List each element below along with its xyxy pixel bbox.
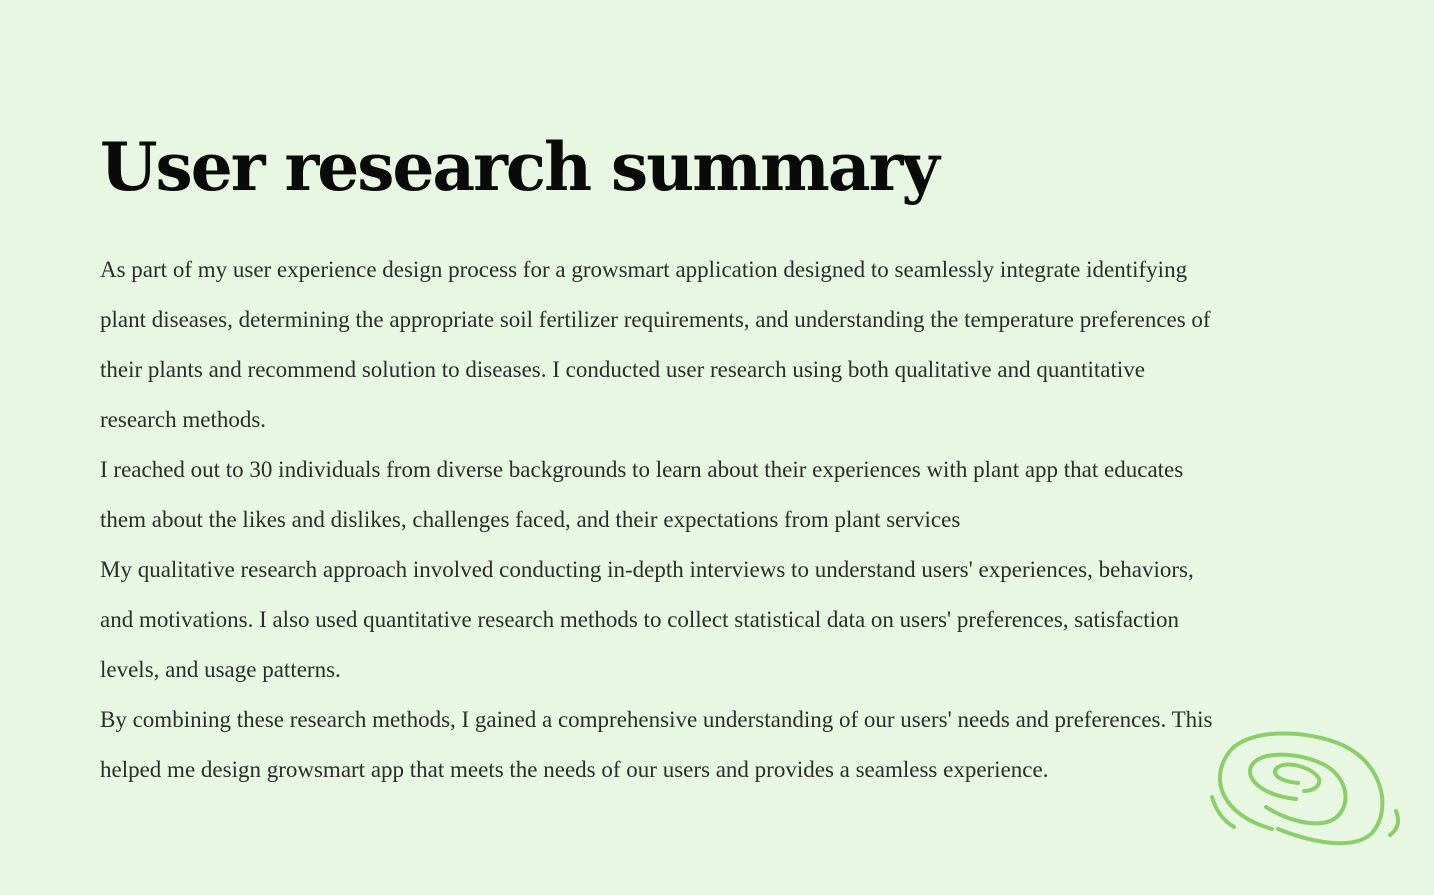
paragraph-conclusion: By combining these research methods, I gained a comprehensive understanding of our users' needs and preferences. This helped me design growsmart app that meets the needs of our users and provides a seamless experience. — [100, 707, 1213, 782]
paragraph-outreach: I reached out to 30 individuals from diverse backgrounds to learn about their experiences with plant app that educates them about the likes and dislikes, challenges faced, and their expectations from plant services — [100, 457, 1184, 532]
swirl-decoration-icon — [1200, 725, 1410, 855]
summary-body — [100, 245, 1220, 795]
paragraph-intro: As part of my user experience design process for a growsmart application designed to seamlessly integrate identifying plant diseases, determining the appropriate soil fertilizer requirements, and understanding the temperature preferences of their plants and recommend solution to diseases. I conducted user research using both qualitative and quantitative research methods. — [100, 257, 1211, 432]
page-title: User research summary — [100, 128, 938, 206]
paragraph-methods: My qualitative research approach involved conducting in-depth interviews to understand users' experiences, behaviors, and motivations. I also used quantitative research methods to collect statistical data on users' preferences, satisfaction levels, and usage patterns. — [100, 557, 1194, 682]
